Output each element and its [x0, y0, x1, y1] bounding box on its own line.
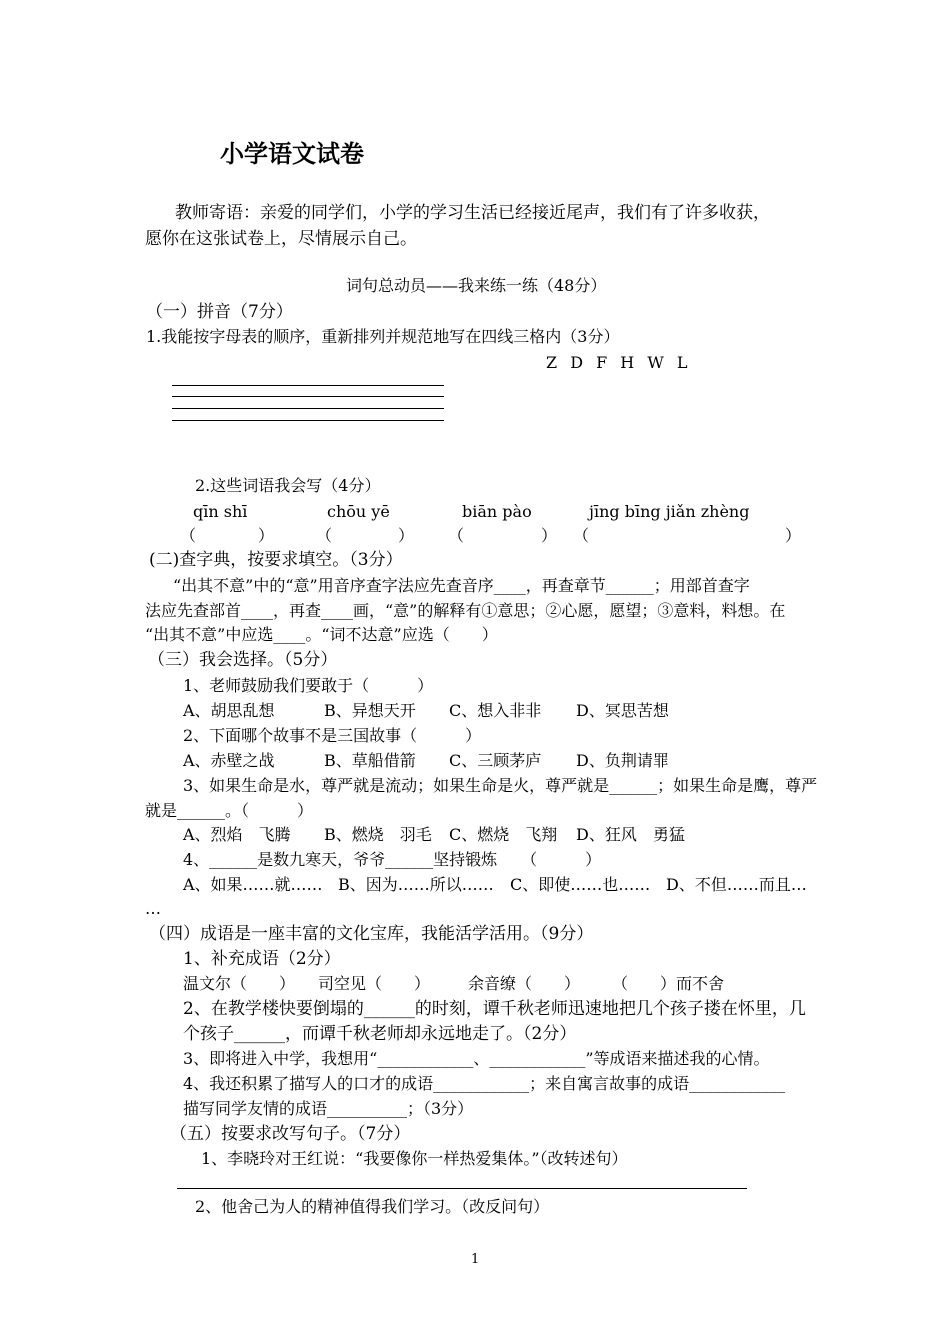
paren-open-1: （: [180, 526, 197, 545]
s3-q4-continuation: …: [145, 899, 161, 918]
s4-question-2-line-2: 个孩子______，而谭千秋老师却永远地走了。（2分）: [183, 1024, 577, 1044]
s3-q1-option-c: C、想入非非: [449, 701, 542, 720]
s3-q1-option-b: B、异想天开: [324, 701, 416, 720]
section-5-heading: （五）按要求改写句子。（7分）: [170, 1124, 411, 1144]
grid-line-2: [172, 396, 444, 397]
paren-close-1: ）: [258, 526, 275, 545]
s4-question-4-line-2: 描写同学友情的成语__________；（3分）: [183, 1099, 474, 1118]
paren-close-2: ）: [398, 526, 415, 545]
s3-q4-option-d: D、不但……而且…: [666, 875, 807, 894]
paren-open-3: （: [448, 526, 465, 545]
s3-question-4: 4、______是数九寒天，爷爷______坚持锻炼 （ ）: [183, 850, 602, 869]
intro-line-2: 愿你在这张试卷上，尽情展示自己。: [145, 229, 417, 249]
grid-line-3: [172, 408, 444, 409]
page-number: 1: [471, 1252, 480, 1267]
s5-question-1: 1、李晓玲对王红说：“我要像你一样热爱集体。”（改转述句）: [201, 1149, 628, 1168]
paren-open-4: （: [573, 526, 590, 545]
s3-q3-option-d: D、狂风 勇猛: [576, 825, 685, 844]
paren-close-4: ）: [785, 526, 802, 545]
section-2-heading: (二)查字典，按要求填空。（3分）: [149, 550, 403, 570]
s4-idiom-1: 温文尔（ ）: [183, 974, 296, 993]
s3-q2-option-b: B、草船借箭: [324, 751, 416, 770]
pinyin-2: chōu yē: [327, 502, 390, 521]
pinyin-1: qīn shī: [193, 502, 248, 521]
part-title: 词句总动员——我来练一练（48分）: [346, 276, 607, 295]
s1-question-2: 2.这些词语我会写（4分）: [195, 476, 381, 495]
intro-line-1: 教师寄语：亲爱的同学们，小学的学习生活已经接近尾声，我们有了许多收获，: [175, 203, 770, 223]
s3-q2-option-a: A、赤壁之战: [183, 751, 275, 770]
s5-answer-line-1[interactable]: [177, 1188, 747, 1189]
pinyin-4: jīng bīng jiǎn zhèng: [589, 502, 750, 521]
grid-line-4: [172, 420, 444, 421]
s4-question-3: 3、即将进入中学，我想用“____________、____________”等成语来描述我的心情。: [183, 1049, 770, 1068]
s4-idiom-2: 司空见（ ）: [318, 974, 431, 993]
s2-line-2: 法应先查部首____，再查____画，“意”的解释有①意思；②心愿，愿望；③意料，料想。在: [145, 601, 786, 620]
s2-line-1: “出其不意”中的“意”用音序查字法应先查音序____，再查章节______；用部首查字: [173, 576, 750, 595]
paren-close-3: ）: [541, 526, 558, 545]
s3-q4-option-c: C、即使……也……: [510, 875, 651, 894]
s5-question-2: 2、他舍己为人的精神值得我们学习。（改反问句）: [195, 1197, 550, 1216]
page-title: 小学语文试卷: [220, 140, 364, 168]
s3-q3-option-b: B、燃烧 羽毛: [324, 825, 432, 844]
s3-q4-option-a: A、如果……就……: [183, 875, 323, 894]
s3-question-3-line-1: 3、如果生命是水，尊严就是流动；如果生命是火，尊严就是______；如果生命是鹰，尊严: [183, 776, 818, 795]
s3-q3-option-c: C、燃烧 飞翔: [449, 825, 558, 844]
grid-line-1: [172, 385, 444, 386]
section-3-heading: （三）我会选择。（5分）: [148, 650, 338, 670]
s3-question-3-line-2: 就是______。（ ）: [145, 801, 314, 820]
s3-q4-option-b: B、因为……所以……: [338, 875, 494, 894]
s3-q2-option-c: C、三顾茅庐: [449, 751, 542, 770]
s3-q3-option-a: A、烈焰 飞腾: [183, 825, 291, 844]
s3-q1-option-a: A、胡思乱想: [183, 701, 275, 720]
s4-question-2-line-1: 2、在教学楼快要倒塌的______的时刻，谭千秋老师迅速地把几个孩子搂在怀里，几: [183, 999, 806, 1019]
s4-idiom-3: 余音缭（ ）: [468, 974, 581, 993]
s3-question-2: 2、下面哪个故事不是三国故事（ ）: [183, 726, 482, 745]
s4-question-4-line-1: 4、我还积累了描写人的口才的成语____________；来自寓言故事的成语____________: [183, 1074, 786, 1093]
section-4-heading: （四）成语是一座丰富的文化宝库，我能活学活用。（9分）: [149, 924, 594, 944]
s4-idiom-4: （ ）而不舍: [612, 974, 725, 993]
s4-question-1: 1、补充成语（2分）: [183, 949, 341, 969]
s2-line-3: “出其不意”中应选____。“词不达意”应选（ ）: [145, 625, 498, 644]
paren-open-2: （: [316, 526, 333, 545]
s3-q2-option-d: D、负荆请罪: [576, 751, 669, 770]
pinyin-3: biān pào: [462, 502, 532, 521]
alphabet-letters: Z D F H W L: [546, 353, 692, 372]
s3-q1-option-d: D、冥思苦想: [576, 701, 669, 720]
s1-question-1: 1.我能按字母表的顺序，重新排列并规范地写在四线三格内（3分）: [146, 327, 620, 346]
s3-question-1: 1、老师鼓励我们要敢于（ ）: [183, 676, 434, 695]
section-1-heading: （一）拼音（7分）: [146, 302, 293, 322]
